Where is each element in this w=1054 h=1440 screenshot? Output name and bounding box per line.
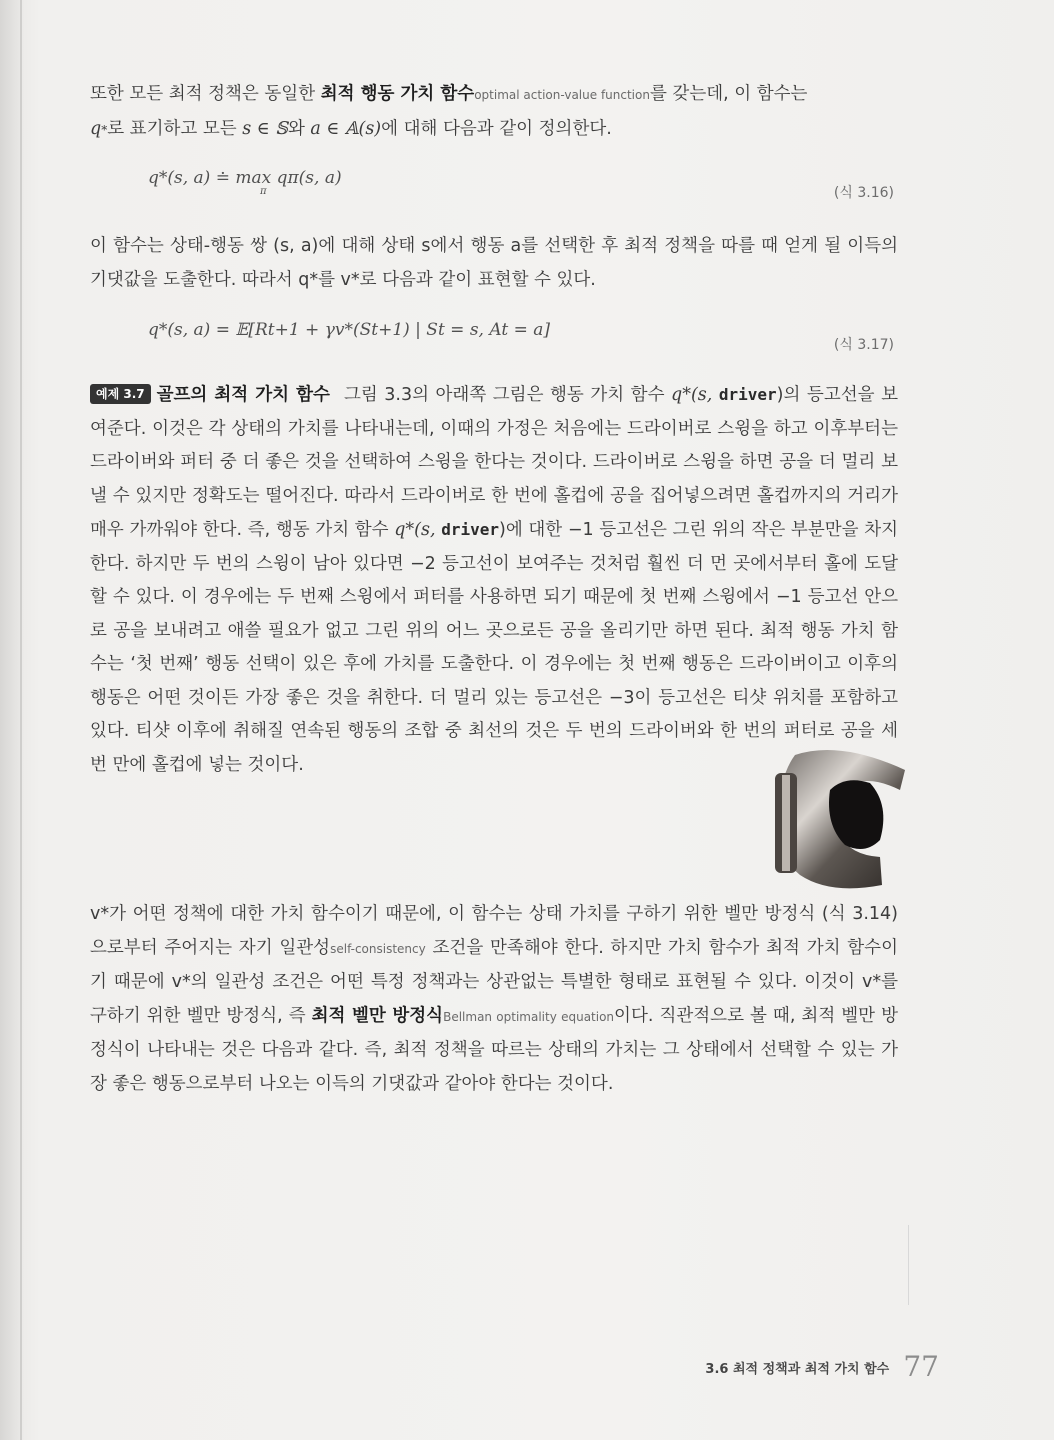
margin-rule (908, 1225, 909, 1305)
paragraph-q-star: 이 함수는 상태-행동 쌍 (s, a)에 대해 상태 s에서 행동 a를 선택한 후 최적 정책을 따를 때 얻게 될 이득의 기댓값을 도출한다. 따라서 q*를 v*로 다음과 같이 표현할 수 있다. (90, 236, 898, 290)
page-footer (705, 1350, 939, 1383)
binding-line (20, 0, 22, 1440)
text: v*가 어떤 정책에 대한 가치 함수이기 때문에, 이 함수는 상태 가치를 구하기 위한 벨만 방정식 (식 3.14)으로부터 주어지는 자기 일관성 (90, 904, 898, 958)
text: )에 대한 −1 등고선은 그린 위의 작은 부분만을 차지한다. 하지만 두 번의 스윙이 남아 있다면 −2 등고선이 보여주는 것처럼 훨씬 더 먼 곳에서부터 홀에 도달할 수 있다. 이 경우에는 두 번째 스윙에서 퍼터를 사용하면 되기 때문에 첫 번째 스윙에서 −1 등고선 안으로 공을 보내려고 애쓸 필요가 없고 그린 위의 어느 곳으로든 공을 올리기만 하면 된다. 최적 행동 가치 함수는 ‘첫 번째’ 행동 선택이 있은 후에 가치를 도출한다. 이 경우에는 첫 번째 행동은 드라이버이고 이후의 행동은 어떤 것이든 가장 좋은 것을 취한다. 더 멀리 있는 등고선은 −3이 등고선은 티샷 위치를 포함하고 있다. 티샷 이후에 취해질 연속된 행동의 조합 중 최선의 것은 두 번의 드라이버와 한 번의 퍼터로 공을 세 번 만에 홀컵에 넣는 것이다. (90, 520, 899, 775)
equation-3-17: q*(s, a) = 𝔼[Rt+1 + γv*(St+1) | St = s, At = a] (148, 320, 550, 340)
example-golf (90, 378, 898, 782)
text: 를 갖는데, 이 함수는 (649, 84, 808, 104)
text: 조건을 만족해야 한다. 하지만 가치 함수가 최적 가치 함수이기 때문에 v*의 일관성 조건은 어떤 특정 정책과는 상관없는 특별한 형태로 표현될 수 있다. 이것이 v*를 구하기 위한 벨만 방정식, 즉 (90, 937, 898, 1026)
code-driver: driver (441, 520, 500, 539)
paragraph-bellman (90, 898, 898, 1101)
text: 에 대해 다음과 같이 정의한다. (381, 118, 612, 139)
text: )의 등고선을 보여준다. 이것은 각 상태의 가치를 나타내는데, 이때의 가정은 처음에는 드라이버로 스윙을 하고 이후부터는 드라이버와 퍼터 중 더 좋은 것을 선택하여 스윙을 한다는 것이다. 드라이버로 스윙을 하면 공을 더 멀리 보낼 수 있지만 정확도는 떨어진다. 따라서 드라이버로 한 번에 홀컵에 공을 집어넣으려면 홀컵까지의 거리가 매우 가까워야 한다. 즉, 행동 가치 함수 (90, 385, 898, 540)
equation-label-3-16: (식 3.16) (833, 185, 894, 201)
example-badge: 예제 3.7 (90, 384, 151, 404)
term-english: self-consistency (330, 941, 426, 956)
text: 로 표기하고 모든 (107, 118, 243, 139)
math-s: s ∈ 𝕊 (242, 118, 288, 139)
binder-clip (770, 745, 910, 895)
code-driver: driver (718, 385, 777, 404)
math-a: a ∈ 𝔸(s) (310, 118, 382, 139)
text: 그림 3.3의 아래쪽 그림은 행동 가치 함수 (343, 385, 672, 405)
math-q: q (90, 118, 102, 139)
page-number: 77 (903, 1350, 939, 1383)
equation-label-3-17: (식 3.17) (833, 337, 894, 353)
example-title: 골프의 최적 가치 함수 (156, 385, 330, 405)
equation-3-16 (148, 168, 342, 197)
equation-subscript: π (260, 186, 267, 197)
math-q-star: q*(s, (671, 385, 719, 405)
equation-formula: q*(s, a) ≐ max qπ(s, a) (148, 168, 342, 188)
term-bellman-optimality: 최적 벨만 방정식 (311, 1005, 444, 1026)
footer-section-title: 3.6 최적 정책과 최적 가치 함수 (705, 1362, 890, 1377)
text: 와 (287, 118, 311, 139)
term-english: Bellman optimality equation (443, 1009, 615, 1024)
term-english: optimal action-value function (474, 88, 650, 102)
text: 이다. 직관적으로 볼 때, 최적 벨만 방정식이 나타내는 것은 다음과 같다. 즉, 최적 정책을 따르는 상태의 가치는 그 상태에서 선택할 수 있는 가장 좋은 행동으로부터 나오는 이득의 기댓값과 같아야 한다는 것이다. (90, 1005, 898, 1094)
text: 또한 모든 최적 정책은 동일한 (90, 84, 321, 104)
paragraph-definition: 또한 모든 최적 정책은 동일한 최적 행동 가치 함수optimal action-value function를 갖는데, 이 함수는 q*로 표기하고 모든 s ∈ 𝕊와 a ∈ 𝔸(s)에 대해 다음과 같이 정의한다. (90, 84, 808, 139)
term-optimal-action-value: 최적 행동 가치 함수 (320, 84, 475, 104)
math-q-star: q*(s, (394, 520, 442, 540)
